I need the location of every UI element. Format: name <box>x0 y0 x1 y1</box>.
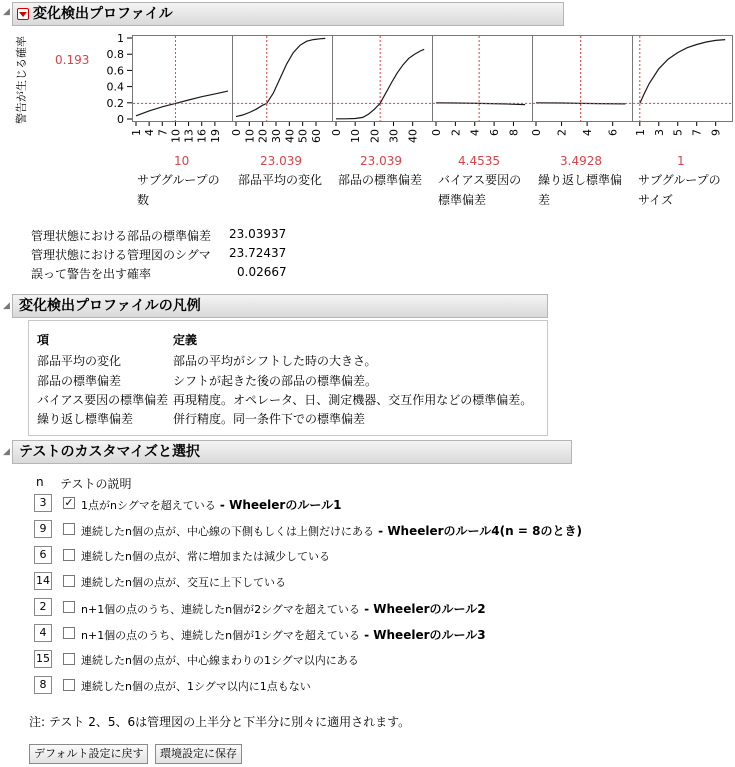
reset-defaults-button[interactable]: デフォルト設定に戻す <box>29 744 148 764</box>
test-checkbox[interactable] <box>63 523 75 535</box>
legend-def: 併行精度。同一条件下での標準偏差 <box>173 412 366 426</box>
test-description <box>81 548 330 564</box>
x-tick-label: 10 <box>349 129 363 143</box>
panel-value[interactable]: 3.4928 <box>560 154 602 168</box>
test-description <box>81 600 486 617</box>
panel-frame <box>333 36 433 122</box>
x-tick-label: 2 <box>555 129 569 136</box>
panel-label: 差 <box>538 193 551 207</box>
test-description <box>81 574 286 590</box>
y-axis-label: 警告が生じる確率 <box>15 36 28 124</box>
y-tick-label: 0.2 <box>106 96 124 110</box>
y-axis-value: 0.193 <box>55 53 90 67</box>
test-checkbox[interactable] <box>63 575 75 587</box>
x-tick-label: 6 <box>488 129 502 136</box>
x-tick-label: 8 <box>507 129 521 136</box>
legend-col-def: 定義 <box>173 333 198 347</box>
profiler-panel[interactable] <box>130 36 233 144</box>
test-n-input[interactable]: 15 <box>34 650 52 668</box>
x-tick-label: 9 <box>709 129 723 136</box>
x-tick-label: 30 <box>270 129 283 143</box>
panel-label: サブグループの <box>638 173 721 187</box>
panel-label: 繰り返し標準偏 <box>538 173 623 187</box>
test-n-input[interactable]: 8 <box>34 676 52 694</box>
test-text: n+1個の点のうち、連続したn個が2シグマを超えている <box>81 603 360 616</box>
test-checkbox[interactable] <box>63 627 75 639</box>
profiler-panel[interactable] <box>430 36 533 137</box>
x-tick-label: 20 <box>368 129 382 143</box>
test-description <box>81 678 311 694</box>
panel-label: サブグループの <box>137 173 220 187</box>
x-tick-label: 7 <box>690 129 704 136</box>
profiler-panel[interactable] <box>230 36 333 144</box>
stat-value: 23.03937 <box>229 227 287 241</box>
panel-value[interactable]: 10 <box>174 154 190 168</box>
y-axis <box>107 32 133 126</box>
x-tick-label: 1 <box>633 129 647 136</box>
panel-label: サイズ <box>638 193 674 207</box>
panel-value[interactable]: 23.039 <box>260 154 302 168</box>
disclosure-icon[interactable]: ◢ <box>3 447 10 457</box>
panel-frame <box>133 36 233 122</box>
panel-frame <box>433 36 533 122</box>
tests-header[interactable] <box>12 440 572 464</box>
profiler-title: 変化検出プロファイル <box>33 6 173 22</box>
profiler-panels <box>130 36 733 144</box>
x-tick-label: 19 <box>208 129 222 143</box>
x-tick-label: 2 <box>449 129 463 136</box>
test-rule: - Wheelerのルール2 <box>359 602 486 616</box>
test-n-input[interactable]: 6 <box>34 546 52 564</box>
disclosure-icon[interactable]: ◢ <box>3 7 10 17</box>
legend-term: 部品の標準偏差 <box>37 374 122 388</box>
legend-table <box>28 320 548 436</box>
x-tick-label: 4 <box>581 129 595 136</box>
x-tick-label: 3 <box>652 129 666 136</box>
test-text: 1点がnシグマを超えている <box>81 499 216 512</box>
tests-col-n: n <box>36 475 44 489</box>
y-tick-label: 0.4 <box>106 80 124 94</box>
profiler-chart <box>0 28 735 243</box>
test-rule: - Wheelerのルール3 <box>359 628 486 642</box>
legend-col-term: 項 <box>37 333 50 347</box>
x-tick-label: 60 <box>310 129 323 143</box>
stat-label: 管理状態における部品の標準偏差 <box>31 229 212 243</box>
test-text: 連続したn個の点が、交互に上下している <box>81 576 286 589</box>
panel-frame <box>233 36 333 122</box>
test-description <box>81 626 486 643</box>
test-text: 連続したn個の点が、常に増加または減少している <box>81 550 330 563</box>
stat-label: 誤って警告を出す確率 <box>31 267 152 281</box>
profiler-panel[interactable] <box>633 36 733 137</box>
panel-label: 部品平均の変化 <box>238 173 323 187</box>
profiler-header[interactable] <box>12 2 564 26</box>
x-tick-label: 1 <box>130 129 143 136</box>
y-tick-label: 1 <box>117 32 124 45</box>
tests-title: テストのカスタマイズと選択 <box>19 444 201 460</box>
panel-label: 数 <box>137 193 150 207</box>
panel-label: 標準偏差 <box>438 193 487 207</box>
panel-frame <box>633 36 733 122</box>
x-tick-label: 4 <box>143 129 157 136</box>
test-rule: - Wheelerのルール1 <box>215 498 342 512</box>
legend-term: 繰り返し標準偏差 <box>37 412 134 426</box>
profiler-panel[interactable] <box>330 36 433 144</box>
test-n-input[interactable]: 9 <box>34 520 52 538</box>
x-tick-label: 20 <box>256 129 270 143</box>
disclosure-icon[interactable]: ◢ <box>3 301 10 311</box>
x-tick-label: 40 <box>283 129 297 143</box>
x-tick-label: 50 <box>296 129 310 143</box>
x-tick-label: 40 <box>406 129 420 143</box>
panel-value[interactable]: 1 <box>677 154 685 168</box>
save-preferences-button[interactable]: 環境設定に保存 <box>155 744 242 764</box>
x-tick-label: 10 <box>169 129 183 143</box>
test-description <box>81 652 359 668</box>
test-checkbox[interactable] <box>63 653 75 665</box>
legend-term: 部品平均の変化 <box>37 354 122 368</box>
test-n-input[interactable]: 2 <box>34 598 52 616</box>
x-tick-label: 4 <box>468 129 482 136</box>
panel-label: 部品の標準偏差 <box>338 173 423 187</box>
test-text: n+1個の点のうち、連続したn個が1シグマを超えている <box>81 629 360 642</box>
panel-value[interactable]: 23.039 <box>360 154 402 168</box>
panel-label: バイアス要因の <box>438 173 522 187</box>
test-checkbox[interactable] <box>63 601 75 613</box>
legend-def: シフトが起きた後の部品の標準偏差。 <box>173 374 378 388</box>
x-tick-label: 5 <box>671 129 685 136</box>
test-text: 連続したn個の点が、中心線の下側もしくは上側だけにある <box>81 525 374 538</box>
test-n-input[interactable]: 3 <box>34 494 52 512</box>
legend-term: バイアス要因の標準偏差 <box>37 393 169 407</box>
x-tick-label: 6 <box>606 129 620 136</box>
test-n-input[interactable]: 4 <box>34 624 52 642</box>
legend-header[interactable] <box>12 294 548 318</box>
y-tick-label: 0.8 <box>106 48 124 62</box>
test-description <box>81 522 582 539</box>
panel-value[interactable]: 4.4535 <box>458 154 500 168</box>
x-tick-label: 16 <box>195 129 209 143</box>
x-tick-label: 10 <box>243 129 257 143</box>
stat-value: 23.72437 <box>229 246 287 260</box>
legend-title: 変化検出プロファイルの凡例 <box>19 298 201 314</box>
test-n-input[interactable]: 14 <box>34 572 52 590</box>
stat-label: 管理状態における管理図のシグマ <box>31 248 211 262</box>
tests-col-desc: テストの説明 <box>60 477 132 491</box>
y-tick-label: 0 <box>117 113 124 126</box>
test-checkbox[interactable] <box>63 549 75 561</box>
test-checkbox[interactable]: ✓ <box>64 496 74 509</box>
tests-note: 注: テスト 2、5、6は管理図の上半分と下半分に別々に適用されます。 <box>29 715 411 729</box>
test-rule: - Wheelerのルール4(n = 8のとき) <box>373 524 582 538</box>
test-description <box>81 496 341 513</box>
stat-value: 0.02667 <box>237 265 287 279</box>
x-tick-label: 0 <box>230 129 243 136</box>
test-checkbox[interactable] <box>63 679 75 691</box>
x-tick-label: 0 <box>330 129 343 136</box>
test-text: 連続したn個の点が、1シグマ以内に1点もない <box>81 680 311 693</box>
red-triangle-menu-icon[interactable] <box>17 8 29 20</box>
legend-def: 部品の平均がシフトした時の大きさ。 <box>173 354 377 368</box>
panel-frame <box>533 36 633 122</box>
x-tick-label: 13 <box>182 129 196 143</box>
x-tick-label: 0 <box>430 129 443 136</box>
x-tick-label: 0 <box>530 129 543 136</box>
x-tick-label: 30 <box>387 129 401 143</box>
profiler-panel[interactable] <box>530 36 633 137</box>
test-text: 連続したn個の点が、中心線まわりの1シグマ以内にある <box>81 654 359 667</box>
legend-def: 再現精度。オペレータ、日、測定機器、交互作用などの標準偏差。 <box>173 393 533 407</box>
x-tick-label: 7 <box>156 129 170 136</box>
y-tick-label: 0.6 <box>106 64 124 78</box>
